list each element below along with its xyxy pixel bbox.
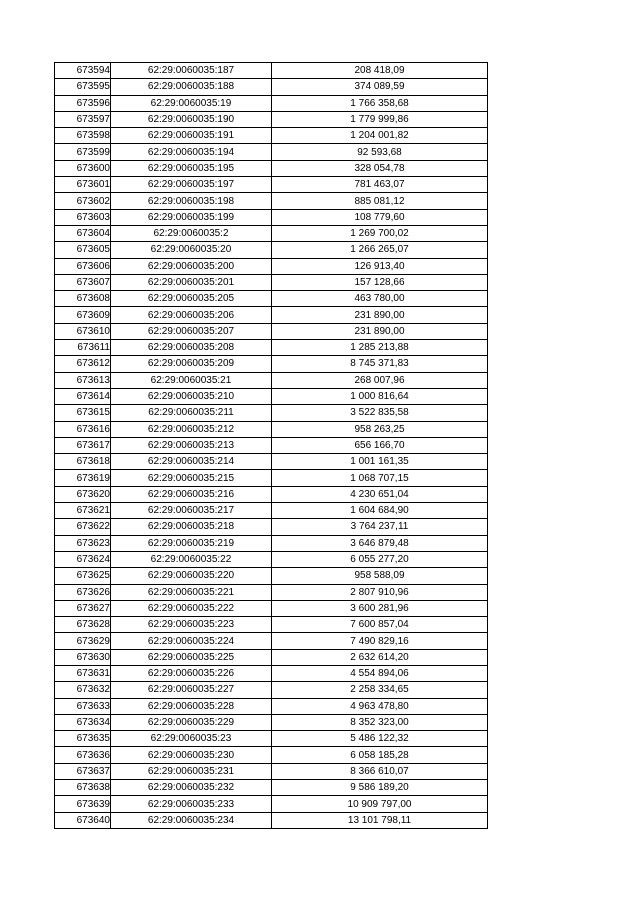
table-row [55,649,488,665]
cadastral-value-cell: 958 588,09 [272,568,488,584]
cadastral-number-cell: 62:29:0060035:210 [111,388,272,404]
cadastral-value-cell: 1 604 684,90 [272,503,488,519]
table-row [55,63,488,79]
table-row [55,160,488,176]
cadastral-value-cell: 208 418,09 [272,63,488,79]
row-id-cell: 673598 [55,128,111,144]
row-id-cell: 673597 [55,111,111,127]
row-id-cell: 673615 [55,405,111,421]
cadastral-number-cell: 62:29:0060035:228 [111,698,272,714]
row-id-cell: 673614 [55,388,111,404]
table-row [55,600,488,616]
cadastral-value-cell: 6 058 185,28 [272,747,488,763]
table-row [55,128,488,144]
cadastral-number-cell: 62:29:0060035:232 [111,780,272,796]
cadastral-value-cell: 374 089,59 [272,79,488,95]
cadastral-number-cell: 62:29:0060035:190 [111,111,272,127]
cadastral-value-cell: 1 068 707,15 [272,470,488,486]
row-id-cell: 673600 [55,160,111,176]
row-id-cell: 673640 [55,812,111,828]
row-id-cell: 673629 [55,633,111,649]
table-row [55,209,488,225]
row-id-cell: 673599 [55,144,111,160]
cadastral-value-cell: 108 779,60 [272,209,488,225]
table-row [55,698,488,714]
table-row [55,731,488,747]
table-row [55,421,488,437]
table-row [55,323,488,339]
cadastral-number-cell: 62:29:0060035:200 [111,258,272,274]
table-row [55,714,488,730]
row-id-cell: 673628 [55,617,111,633]
table-row [55,780,488,796]
table-row [55,633,488,649]
cadastral-value-cell: 268 007,96 [272,372,488,388]
table-row [55,291,488,307]
cadastral-value-cell: 1 779 999,86 [272,111,488,127]
table-row [55,617,488,633]
cadastral-value-cell: 8 366 610,07 [272,763,488,779]
table-row [55,535,488,551]
cadastral-value-cell: 7 490 829,16 [272,633,488,649]
row-id-cell: 673610 [55,323,111,339]
cadastral-number-cell: 62:29:0060035:222 [111,600,272,616]
row-id-cell: 673607 [55,274,111,290]
cadastral-value-cell: 1 000 816,64 [272,388,488,404]
table-row [55,454,488,470]
row-id-cell: 673602 [55,193,111,209]
row-id-cell: 673601 [55,177,111,193]
table-row [55,503,488,519]
cadastral-number-cell: 62:29:0060035:215 [111,470,272,486]
cadastral-value-cell: 13 101 798,11 [272,812,488,828]
cadastral-value-cell: 5 486 122,32 [272,731,488,747]
cadastral-number-cell: 62:29:0060035:20 [111,242,272,258]
cadastral-number-cell: 62:29:0060035:209 [111,356,272,372]
cadastral-value-cell: 1 269 700,02 [272,225,488,241]
cadastral-number-cell: 62:29:0060035:198 [111,193,272,209]
cadastral-value-cell: 4 554 894,06 [272,665,488,681]
cadastral-value-cell: 1 001 161,35 [272,454,488,470]
cadastral-number-cell: 62:29:0060035:229 [111,714,272,730]
cadastral-value-cell: 231 890,00 [272,307,488,323]
table-row [55,665,488,681]
cadastral-value-cell: 3 522 835,58 [272,405,488,421]
cadastral-number-cell: 62:29:0060035:221 [111,584,272,600]
row-id-cell: 673616 [55,421,111,437]
row-id-cell: 673606 [55,258,111,274]
cadastral-value-cell: 8 745 371,83 [272,356,488,372]
cadastral-number-cell: 62:29:0060035:227 [111,682,272,698]
cadastral-number-cell: 62:29:0060035:197 [111,177,272,193]
row-id-cell: 673622 [55,519,111,535]
row-id-cell: 673639 [55,796,111,812]
cadastral-number-cell: 62:29:0060035:211 [111,405,272,421]
cadastral-number-cell: 62:29:0060035:19 [111,95,272,111]
table-row [55,79,488,95]
cadastral-value-cell: 3 646 879,48 [272,535,488,551]
cadastral-number-cell: 62:29:0060035:201 [111,274,272,290]
row-id-cell: 673618 [55,454,111,470]
table-row [55,551,488,567]
row-id-cell: 673621 [55,503,111,519]
cadastral-value-cell: 8 352 323,00 [272,714,488,730]
cadastral-number-cell: 62:29:0060035:205 [111,291,272,307]
cadastral-value-cell: 463 780,00 [272,291,488,307]
row-id-cell: 673634 [55,714,111,730]
table-row [55,519,488,535]
cadastral-value-cell: 4 230 651,04 [272,486,488,502]
cadastral-number-cell: 62:29:0060035:2 [111,225,272,241]
row-id-cell: 673604 [55,225,111,241]
cadastral-number-cell: 62:29:0060035:226 [111,665,272,681]
cadastral-value-cell: 3 764 237,11 [272,519,488,535]
row-id-cell: 673631 [55,665,111,681]
table-row [55,682,488,698]
row-id-cell: 673620 [55,486,111,502]
cadastral-value-cell: 6 055 277,20 [272,551,488,567]
table-row [55,177,488,193]
cadastral-number-cell: 62:29:0060035:218 [111,519,272,535]
table-row [55,372,488,388]
cadastral-value-cell: 9 586 189,20 [272,780,488,796]
cadastral-value-cell: 157 128,66 [272,274,488,290]
table-body [55,63,488,829]
table-row [55,747,488,763]
cadastral-number-cell: 62:29:0060035:217 [111,503,272,519]
row-id-cell: 673595 [55,79,111,95]
cadastral-value-cell: 958 263,25 [272,421,488,437]
cadastral-value-cell: 2 807 910,96 [272,584,488,600]
cadastral-value-cell: 328 054,78 [272,160,488,176]
cadastral-value-cell: 126 913,40 [272,258,488,274]
table-row [55,111,488,127]
row-id-cell: 673594 [55,63,111,79]
cadastral-value-cell: 1 285 213,88 [272,340,488,356]
row-id-cell: 673635 [55,731,111,747]
table-row [55,796,488,812]
table-row [55,388,488,404]
cadastral-number-cell: 62:29:0060035:213 [111,437,272,453]
cadastral-number-cell: 62:29:0060035:220 [111,568,272,584]
row-id-cell: 673611 [55,340,111,356]
cadastral-number-cell: 62:29:0060035:230 [111,747,272,763]
row-id-cell: 673630 [55,649,111,665]
table-row [55,307,488,323]
row-id-cell: 673625 [55,568,111,584]
cadastral-value-cell: 92 593,68 [272,144,488,160]
row-id-cell: 673619 [55,470,111,486]
cadastral-value-cell: 1 766 358,68 [272,95,488,111]
cadastral-number-cell: 62:29:0060035:21 [111,372,272,388]
table-row [55,258,488,274]
row-id-cell: 673638 [55,780,111,796]
cadastral-number-cell: 62:29:0060035:22 [111,551,272,567]
cadastral-number-cell: 62:29:0060035:214 [111,454,272,470]
cadastral-value-cell: 10 909 797,00 [272,796,488,812]
cadastral-number-cell: 62:29:0060035:187 [111,63,272,79]
row-id-cell: 673603 [55,209,111,225]
table-row [55,242,488,258]
row-id-cell: 673605 [55,242,111,258]
cadastral-number-cell: 62:29:0060035:208 [111,340,272,356]
table-row [55,584,488,600]
cadastral-number-cell: 62:29:0060035:195 [111,160,272,176]
cadastral-value-cell: 231 890,00 [272,323,488,339]
cadastral-number-cell: 62:29:0060035:199 [111,209,272,225]
table-row [55,568,488,584]
row-id-cell: 673636 [55,747,111,763]
table-row [55,437,488,453]
table-row [55,812,488,828]
row-id-cell: 673608 [55,291,111,307]
cadastral-value-cell: 2 632 614,20 [272,649,488,665]
table-row [55,470,488,486]
row-id-cell: 673623 [55,535,111,551]
row-id-cell: 673609 [55,307,111,323]
row-id-cell: 673633 [55,698,111,714]
row-id-cell: 673612 [55,356,111,372]
cadastral-value-cell: 2 258 334,65 [272,682,488,698]
row-id-cell: 673626 [55,584,111,600]
table-row [55,225,488,241]
cadastral-number-cell: 62:29:0060035:191 [111,128,272,144]
table-row [55,340,488,356]
cadastral-number-cell: 62:29:0060035:188 [111,79,272,95]
cadastral-number-cell: 62:29:0060035:224 [111,633,272,649]
cadastral-number-cell: 62:29:0060035:194 [111,144,272,160]
row-id-cell: 673627 [55,600,111,616]
cadastral-value-table [54,62,488,829]
table-row [55,405,488,421]
row-id-cell: 673613 [55,372,111,388]
cadastral-number-cell: 62:29:0060035:225 [111,649,272,665]
row-id-cell: 673617 [55,437,111,453]
cadastral-number-cell: 62:29:0060035:206 [111,307,272,323]
cadastral-number-cell: 62:29:0060035:212 [111,421,272,437]
table-row [55,95,488,111]
row-id-cell: 673624 [55,551,111,567]
cadastral-value-cell: 4 963 478,80 [272,698,488,714]
row-id-cell: 673632 [55,682,111,698]
table-row [55,356,488,372]
table-row [55,763,488,779]
cadastral-value-cell: 885 081,12 [272,193,488,209]
cadastral-value-cell: 7 600 857,04 [272,617,488,633]
cadastral-value-cell: 1 266 265,07 [272,242,488,258]
cadastral-value-cell: 3 600 281,96 [272,600,488,616]
cadastral-number-cell: 62:29:0060035:233 [111,796,272,812]
cadastral-number-cell: 62:29:0060035:23 [111,731,272,747]
cadastral-number-cell: 62:29:0060035:216 [111,486,272,502]
cadastral-number-cell: 62:29:0060035:223 [111,617,272,633]
cadastral-number-cell: 62:29:0060035:207 [111,323,272,339]
row-id-cell: 673596 [55,95,111,111]
table-row [55,486,488,502]
cadastral-number-cell: 62:29:0060035:234 [111,812,272,828]
cadastral-value-cell: 1 204 001,82 [272,128,488,144]
table-row [55,144,488,160]
cadastral-value-cell: 656 166,70 [272,437,488,453]
cadastral-number-cell: 62:29:0060035:219 [111,535,272,551]
table-row [55,274,488,290]
cadastral-number-cell: 62:29:0060035:231 [111,763,272,779]
table-row [55,193,488,209]
cadastral-value-cell: 781 463,07 [272,177,488,193]
row-id-cell: 673637 [55,763,111,779]
